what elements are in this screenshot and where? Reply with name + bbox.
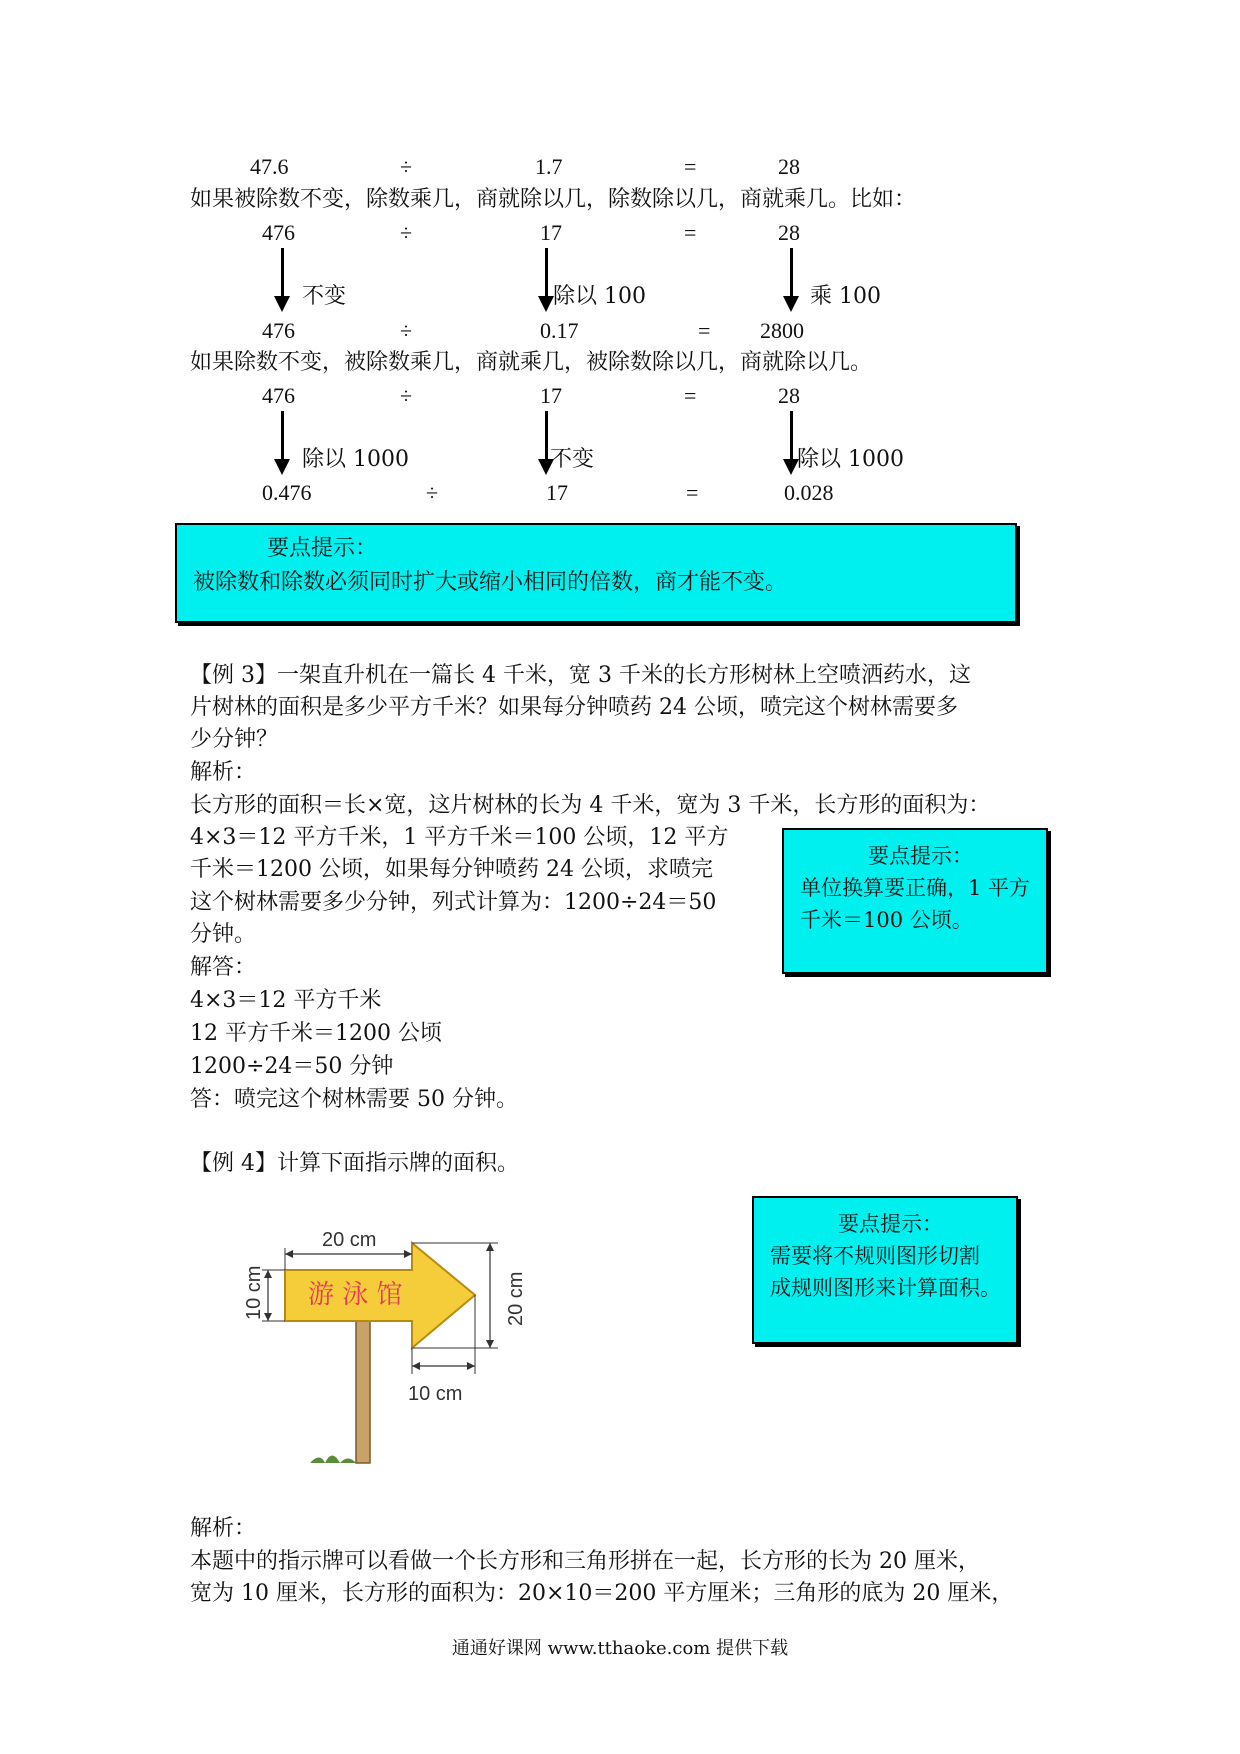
eq3-equals: = [698,318,711,343]
tip-body: 被除数和除数必须同时扩大或缩小相同的倍数，商才能不变。 [193,570,788,595]
ex3-line: 4×3＝12 平方千米，1 平方千米＝100 公顷，12 平方 [190,825,729,850]
eq5-divide-sign: ÷ [426,480,439,505]
arrow4-label-divisor: 不变 [550,447,595,472]
tip-line: 需要将不规则图形切割 [770,1244,980,1268]
signpost-figure [240,1218,540,1473]
rule2-text: 如果除数不变，被除数乘几，商就乘几，被除数除以几，商就除以几。 [190,350,873,375]
tip-box [782,828,1048,974]
eq3-divisor: 0.17 [540,318,579,343]
tip-title: 要点提示： [267,536,378,561]
eq1-dividend: 47.6 [250,154,289,179]
ex3-line: 1200÷24＝50 分钟 [190,1054,394,1079]
ex3-line: 片树林的面积是多少平方千米？如果每分钟喷药 24 公顷，喷完这个树林需要多 [190,695,958,720]
eq2-equals: = [684,220,697,245]
eq2-dividend: 476 [262,220,295,245]
arrow-down-icon [545,248,548,298]
eq1-quotient: 28 [778,154,800,179]
ex3-line: 解析： [190,760,257,785]
ex3-line: 分钟。 [190,922,257,947]
tip-line: 千米＝100 公顷。 [800,908,973,932]
dim-bottom-label: 10 cm [408,1383,463,1405]
ex3-answer: 答：喷完这个树林需要 50 分钟。 [190,1087,518,1112]
eq1-divide-sign: ÷ [400,154,413,179]
sign-text: 游 泳 馆 [308,1280,403,1310]
eq4-equals: = [684,383,697,408]
ex3-line: 少分钟？ [190,727,279,752]
ex3-line: 解答： [190,955,257,980]
page-footer: 通通好课网 www.tthaoke.com 提供下载 [451,1638,789,1659]
analysis-line: 本题中的指示牌可以看做一个长方形和三角形拼在一起，长方形的长为 20 厘米， [190,1549,980,1574]
eq5-quotient: 0.028 [784,480,834,505]
arrow-down-icon [790,411,793,461]
eq5-dividend: 0.476 [262,480,312,505]
dim-right-label: 20 cm [505,1271,527,1326]
eq5-equals: = [686,480,699,505]
eq1-equals: = [684,154,697,179]
arrow-down-icon [281,411,284,461]
eq4-dividend: 476 [262,383,295,408]
eq1-divisor: 1.7 [535,154,563,179]
tip-title: 要点提示： [838,1212,943,1236]
ex3-line: 千米＝1200 公顷，如果每分钟喷药 24 公顷，求喷完 [190,857,713,882]
arrow4-label-dividend: 除以 1000 [302,447,409,472]
eq3-divide-sign: ÷ [400,318,413,343]
ex4-title: 【例 4】计算下面指示牌的面积。 [190,1151,519,1176]
eq2-divisor: 17 [540,220,562,245]
rule1-text: 如果被除数不变，除数乘几，商就除以几，除数除以几，商就乘几。比如： [190,187,917,212]
eq3-dividend: 476 [262,318,295,343]
ex3-line: 12 平方千米＝1200 公顷 [190,1021,442,1046]
analysis-label: 解析： [190,1516,257,1541]
tip-box [175,523,1017,623]
ex3-line: 这个树林需要多少分钟，列式计算为：1200÷24＝50 [190,890,717,915]
eq4-quotient: 28 [778,383,800,408]
dim-top-label: 20 cm [322,1229,377,1251]
ex3-line: 长方形的面积＝长×宽，这片树林的长为 4 千米，宽为 3 千米，长方形的面积为： [190,793,991,818]
arrow2-label-dividend: 不变 [302,284,347,309]
tip-title: 要点提示： [868,844,973,868]
ex3-line: 【例 3】一架直升机在一篇长 4 千米，宽 3 千米的长方形树林上空喷洒药水，这 [190,663,971,688]
eq2-quotient: 28 [778,220,800,245]
eq4-divisor: 17 [540,383,562,408]
tip-box [752,1196,1018,1344]
tip-line: 单位换算要正确，1 平方 [800,876,1031,900]
eq5-divisor: 17 [546,480,568,505]
tip-line: 成规则图形来计算面积。 [770,1276,1001,1300]
eq2-divide-sign: ÷ [400,220,413,245]
grass-icon [310,1456,356,1464]
arrow2-label-divisor: 除以 100 [553,284,646,309]
signpost-pole [356,1318,370,1463]
arrow4-label-quotient: 除以 1000 [797,447,904,472]
eq3-quotient: 2800 [760,318,804,343]
analysis-line: 宽为 10 厘米，长方形的面积为：20×10＝200 平方厘米；三角形的底为 20 厘米， [190,1581,1014,1606]
eq4-divide-sign: ÷ [400,383,413,408]
arrow-down-icon [790,248,793,298]
arrow-down-icon [281,248,284,298]
dim-left-label: 10 cm [243,1265,265,1320]
arrow-down-icon [545,411,548,461]
ex3-line: 4×3＝12 平方千米 [190,988,382,1013]
arrow2-label-quotient: 乘 100 [810,284,881,309]
